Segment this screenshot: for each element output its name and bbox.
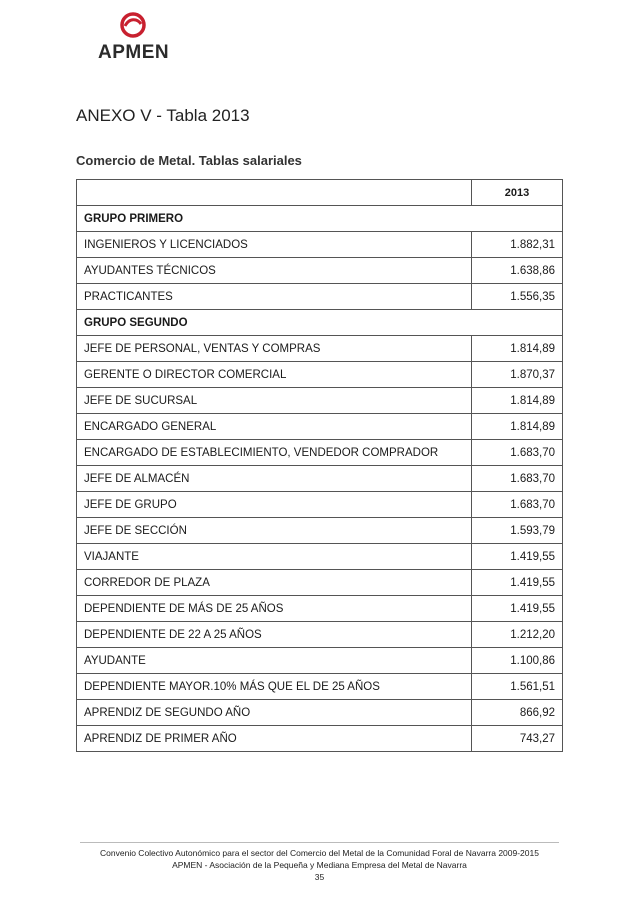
- year-header: 2013: [472, 180, 563, 206]
- category-label: DEPENDIENTE MAYOR.10% MÁS QUE EL DE 25 AÑOS: [77, 674, 472, 700]
- table-row: [77, 414, 563, 440]
- footer-line-1: Convenio Colectivo Autonómico para el sector del Comercio del Metal de la Comunidad Foral de Navarra 2009-2015: [100, 848, 539, 858]
- category-label: AYUDANTES TÉCNICOS: [77, 258, 472, 284]
- category-label: GERENTE O DIRECTOR COMERCIAL: [77, 362, 472, 388]
- table-row: [77, 388, 563, 414]
- salary-value: 1.870,37: [472, 362, 563, 388]
- category-label: PRACTICANTES: [77, 284, 472, 310]
- category-label: ENCARGADO GENERAL: [77, 414, 472, 440]
- salary-value: 1.419,55: [472, 570, 563, 596]
- page-number: 35: [314, 872, 325, 882]
- apmen-logo-mark-icon: [120, 12, 146, 38]
- category-label: JEFE DE SECCIÓN: [77, 518, 472, 544]
- table-row: [77, 648, 563, 674]
- category-label: JEFE DE GRUPO: [77, 492, 472, 518]
- salary-value: 1.593,79: [472, 518, 563, 544]
- salary-value: 866,92: [472, 700, 563, 726]
- table-row: [77, 336, 563, 362]
- table-row: [77, 596, 563, 622]
- table-row: [77, 440, 563, 466]
- salary-value: 1.882,31: [472, 232, 563, 258]
- category-label: JEFE DE ALMACÉN: [77, 466, 472, 492]
- table-row: [77, 258, 563, 284]
- table-row: [77, 570, 563, 596]
- category-label: CORREDOR DE PLAZA: [77, 570, 472, 596]
- salary-value: 1.814,89: [472, 388, 563, 414]
- apmen-logo: [98, 12, 168, 64]
- category-label: VIAJANTE: [77, 544, 472, 570]
- header-empty-cell: [77, 180, 472, 206]
- table-row: [77, 232, 563, 258]
- category-label: DEPENDIENTE DE MÁS DE 25 AÑOS: [77, 596, 472, 622]
- category-label: APRENDIZ DE PRIMER AÑO: [77, 726, 472, 752]
- category-label: AYUDANTE: [77, 648, 472, 674]
- salary-table: [76, 179, 563, 752]
- salary-value: 1.212,20: [472, 622, 563, 648]
- salary-value: 1.561,51: [472, 674, 563, 700]
- salary-value: 1.814,89: [472, 414, 563, 440]
- logo-text: APMEN: [98, 42, 170, 63]
- table-row: [77, 492, 563, 518]
- page-footer: [40, 847, 599, 883]
- salary-value: 1.638,86: [472, 258, 563, 284]
- category-label: JEFE DE PERSONAL, VENTAS Y COMPRAS: [77, 336, 472, 362]
- table-row: [77, 466, 563, 492]
- group-name: GRUPO PRIMERO: [77, 206, 563, 232]
- table-row: [77, 726, 563, 752]
- table-row: [77, 674, 563, 700]
- salary-value: 1.556,35: [472, 284, 563, 310]
- category-label: JEFE DE SUCURSAL: [77, 388, 472, 414]
- footer-divider: [80, 842, 559, 843]
- salary-value: 1.814,89: [472, 336, 563, 362]
- table-row: [77, 544, 563, 570]
- salary-value: 1.100,86: [472, 648, 563, 674]
- category-label: INGENIEROS Y LICENCIADOS: [77, 232, 472, 258]
- table-row: [77, 700, 563, 726]
- page-title: ANEXO V - Tabla 2013: [76, 106, 250, 125]
- category-label: DEPENDIENTE DE 22 A 25 AÑOS: [77, 622, 472, 648]
- category-label: APRENDIZ DE SEGUNDO AÑO: [77, 700, 472, 726]
- salary-value: 1.419,55: [472, 544, 563, 570]
- table-header-row: [77, 180, 563, 206]
- table-row: [77, 518, 563, 544]
- group-row: [77, 310, 563, 336]
- salary-value: 1.683,70: [472, 492, 563, 518]
- salary-value: 1.683,70: [472, 466, 563, 492]
- group-row: [77, 206, 563, 232]
- footer-line-2: APMEN - Asociación de la Pequeña y Mediana Empresa del Metal de Navarra: [172, 860, 467, 870]
- category-label: ENCARGADO DE ESTABLECIMIENTO, VENDEDOR COMPRADOR: [77, 440, 472, 466]
- table-subtitle: Comercio de Metal. Tablas salariales: [76, 153, 302, 168]
- table-row: [77, 622, 563, 648]
- table-row: [77, 362, 563, 388]
- table-row: [77, 284, 563, 310]
- group-name: GRUPO SEGUNDO: [77, 310, 563, 336]
- salary-value: 1.683,70: [472, 440, 563, 466]
- salary-value: 743,27: [472, 726, 563, 752]
- salary-value: 1.419,55: [472, 596, 563, 622]
